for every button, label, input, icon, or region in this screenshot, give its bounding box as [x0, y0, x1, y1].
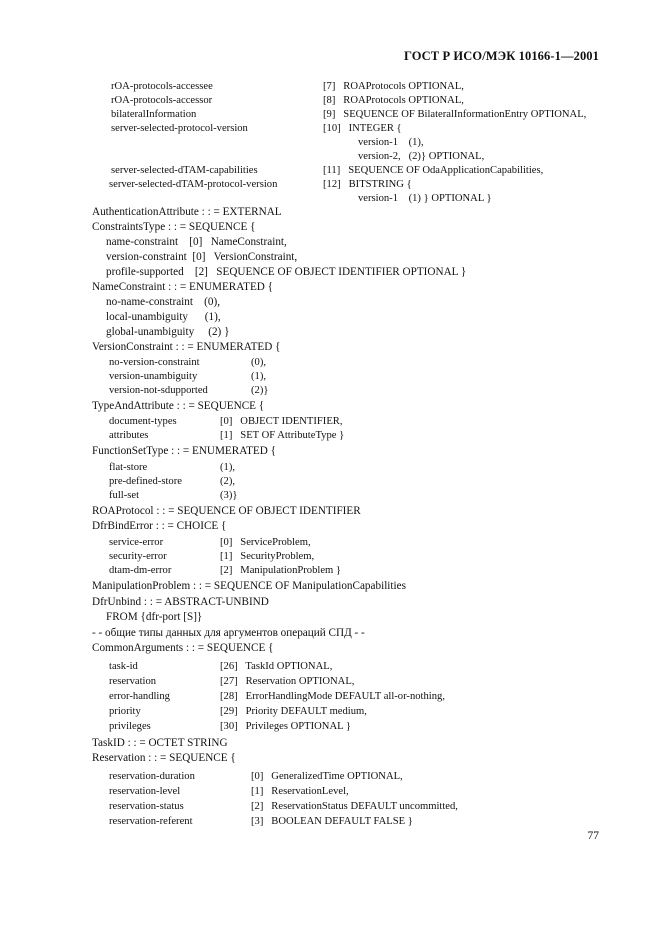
- listing-line: no-version-constraint: [109, 357, 200, 368]
- listing-line-def: [9] SEQUENCE OF BilateralInformationEntry OPTIONAL,: [323, 109, 587, 120]
- document-header: ГОСТ Р ИСО/МЭК 10166-1—2001: [403, 49, 599, 63]
- listing-line-def: [3] BOOLEAN DEFAULT FALSE }: [251, 816, 413, 827]
- listing-line: ManipulationProblem : : = SEQUENCE OF ManipulationCapabilities: [92, 580, 406, 592]
- listing-line-def: [8] ROAProtocols OPTIONAL,: [323, 95, 464, 106]
- listing-line: version-not-sdupported: [109, 385, 208, 396]
- listing-line-def: [10] INTEGER {: [323, 123, 402, 134]
- listing-line-def: (3)}: [220, 490, 238, 501]
- listing-line: profile-supported [2] SEQUENCE OF OBJECT IDENTIFIER OPTIONAL }: [106, 266, 467, 278]
- listing-line-def: [1] SET OF AttributeType }: [220, 430, 345, 441]
- listing-line: ROAProtocol : : = SEQUENCE OF OBJECT IDENTIFIER: [92, 505, 361, 517]
- listing-line-def: [0] OBJECT IDENTIFIER,: [220, 416, 343, 427]
- listing-line-def: [0] ServiceProblem,: [220, 537, 311, 548]
- listing-line: server-selected-dTAM-capabilities: [111, 165, 258, 176]
- listing-line: version-unambiguity: [109, 371, 198, 382]
- listing-line-def: [2] ReservationStatus DEFAULT uncommitted,: [251, 801, 458, 812]
- listing-line: DfrUnbind : : = ABSTRACT-UNBIND: [92, 596, 269, 608]
- listing-line: flat-store: [109, 462, 148, 473]
- listing-line-def: (0),: [251, 357, 267, 368]
- listing-line: NameConstraint : : = ENUMERATED {: [92, 281, 274, 293]
- listing-line: DfrBindError : : = CHOICE {: [92, 520, 227, 532]
- listing-line: TypeAndAttribute : : = SEQUENCE {: [92, 400, 265, 412]
- listing-line: reservation-duration: [109, 771, 195, 782]
- listing-line: reservation-status: [109, 801, 184, 812]
- listing-line-def: [30] Privileges OPTIONAL }: [220, 721, 351, 732]
- listing-line-def: [1] SecurityProblem,: [220, 551, 315, 562]
- listing-line: privileges: [109, 721, 151, 732]
- listing-line: ConstraintsType : : = SEQUENCE {: [92, 221, 256, 233]
- listing-line: dtam-dm-error: [109, 565, 172, 576]
- listing-line: server-selected-protocol-version: [111, 123, 248, 134]
- listing-line-def: [27] Reservation OPTIONAL,: [220, 676, 355, 687]
- listing-line: bilateralInformation: [111, 109, 197, 120]
- listing-line: global-unambiguity (2) }: [106, 326, 230, 338]
- listing-line: full-set: [109, 490, 140, 501]
- listing-line-def: (2)}: [251, 385, 269, 396]
- listing-line: document-types: [109, 416, 177, 427]
- listing-line: pre-defined-store: [109, 476, 182, 487]
- listing-line-def: [0] GeneralizedTime OPTIONAL,: [251, 771, 403, 782]
- listing-line: server-selected-dTAM-protocol-version: [109, 179, 278, 190]
- listing-line-def: (1),: [251, 371, 267, 382]
- listing-line: local-unambiguity (1),: [106, 311, 221, 323]
- listing-line: reservation: [109, 676, 157, 687]
- listing-line-def: version-1 (1) } OPTIONAL }: [358, 193, 492, 204]
- listing-comment: - - общие типы данных для аргументов операций СПД - -: [92, 627, 365, 639]
- page-number: 77: [587, 830, 599, 842]
- listing-line: rOA-protocols-accessor: [111, 95, 213, 106]
- listing-line: no-name-constraint (0),: [106, 296, 221, 308]
- listing-line: security-error: [109, 551, 167, 562]
- listing-line: Reservation : : = SEQUENCE {: [92, 752, 236, 764]
- listing-line-def: [26] TaskId OPTIONAL,: [220, 661, 333, 672]
- listing-line: task-id: [109, 661, 138, 672]
- listing-line: reservation-level: [109, 786, 181, 797]
- listing-line-def: [2] ManipulationProblem }: [220, 565, 342, 576]
- listing-line-def: (1),: [220, 462, 236, 473]
- listing-line-def: [29] Priority DEFAULT medium,: [220, 706, 367, 717]
- listing-line: FunctionSetType : : = ENUMERATED {: [92, 445, 276, 457]
- listing-line-def: [11] SEQUENCE OF OdaApplicationCapabilities,: [323, 165, 544, 176]
- listing-line: rOA-protocols-accessee: [111, 81, 213, 92]
- listing-line: service-error: [109, 537, 164, 548]
- listing-line: name-constraint [0] NameConstraint,: [106, 236, 287, 248]
- listing-line: VersionConstraint : : = ENUMERATED {: [92, 341, 281, 353]
- listing-line-def: [28] ErrorHandlingMode DEFAULT all-or-nothing,: [220, 691, 445, 702]
- listing-line: FROM {dfr-port [S]}: [106, 611, 203, 623]
- listing-line-def: [7] ROAProtocols OPTIONAL,: [323, 81, 464, 92]
- listing-line: CommonArguments : : = SEQUENCE {: [92, 642, 274, 654]
- listing-line-def: [12] BITSTRING {: [323, 179, 412, 190]
- listing-line-def: version-1 (1),: [358, 137, 424, 148]
- listing-line: error-handling: [109, 691, 170, 702]
- listing-line: attributes: [109, 430, 149, 441]
- listing-line-def: (2),: [220, 476, 236, 487]
- listing-line: TaskID : : = OCTET STRING: [92, 737, 228, 749]
- listing-line-def: [1] ReservationLevel,: [251, 786, 349, 797]
- listing-line: AuthenticationAttribute : : = EXTERNAL: [92, 206, 282, 218]
- listing-line-def: version-2, (2)} OPTIONAL,: [358, 151, 485, 162]
- listing-line: version-constraint [0] VersionConstraint,: [106, 251, 298, 263]
- listing-line: priority: [109, 706, 141, 717]
- listing-line: reservation-referent: [109, 816, 193, 827]
